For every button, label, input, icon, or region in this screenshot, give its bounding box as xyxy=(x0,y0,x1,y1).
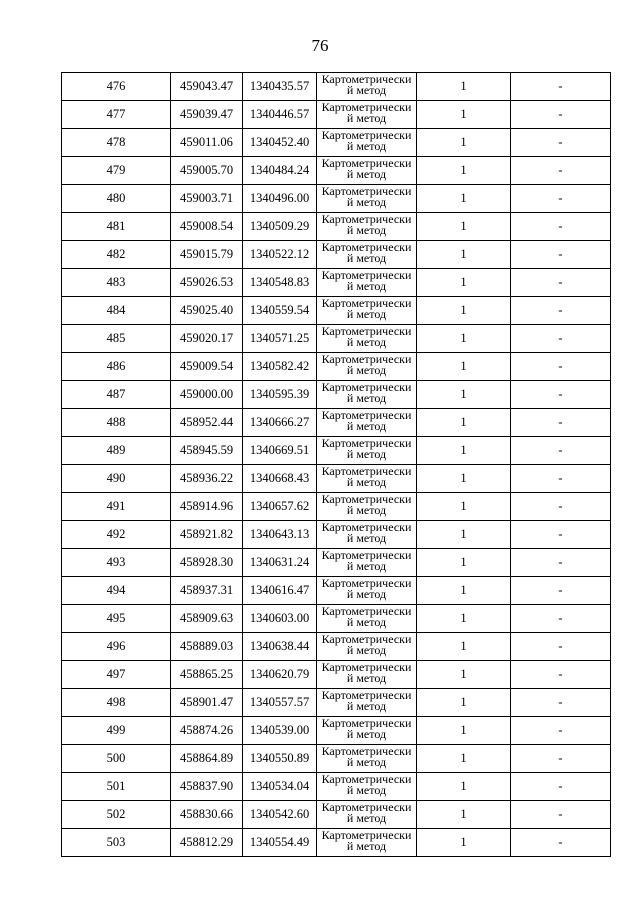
note-cell: - xyxy=(511,689,611,717)
table-row xyxy=(62,157,611,185)
method-line-1: Картометрически xyxy=(321,324,412,338)
method-cell xyxy=(317,801,417,829)
point-number-cell: 500 xyxy=(62,745,171,773)
note-cell: - xyxy=(511,605,611,633)
method-line-2: й метод xyxy=(346,447,387,461)
note-cell: - xyxy=(511,745,611,773)
x-coordinate-cell: 459020.17 xyxy=(171,325,243,353)
table-row xyxy=(62,773,611,801)
method-cell xyxy=(317,213,417,241)
accuracy-cell: 1 xyxy=(417,493,511,521)
method-line-1: Картометрически xyxy=(321,72,412,86)
x-coordinate-cell: 458812.29 xyxy=(171,829,243,857)
note-cell: - xyxy=(511,465,611,493)
y-coordinate-cell: 1340666.27 xyxy=(243,409,317,437)
method-line-1: Картометрически xyxy=(321,184,412,198)
method-cell xyxy=(317,269,417,297)
note-cell: - xyxy=(511,717,611,745)
y-coordinate-cell: 1340669.51 xyxy=(243,437,317,465)
method-line-1: Картометрически xyxy=(321,548,412,562)
y-coordinate-cell: 1340571.25 xyxy=(243,325,317,353)
point-number-cell: 490 xyxy=(62,465,171,493)
accuracy-cell: 1 xyxy=(417,661,511,689)
table-row xyxy=(62,409,611,437)
x-coordinate-cell: 458865.25 xyxy=(171,661,243,689)
method-cell xyxy=(317,297,417,325)
y-coordinate-cell: 1340557.57 xyxy=(243,689,317,717)
table-row xyxy=(62,185,611,213)
point-number-cell: 492 xyxy=(62,521,171,549)
method-line-1: Картометрически xyxy=(321,744,412,758)
accuracy-cell: 1 xyxy=(417,185,511,213)
accuracy-cell: 1 xyxy=(417,829,511,857)
method-line-1: Картометрически xyxy=(321,828,412,842)
note-cell: - xyxy=(511,409,611,437)
method-line-2: й метод xyxy=(346,279,387,293)
y-coordinate-cell: 1340548.83 xyxy=(243,269,317,297)
x-coordinate-cell: 458914.96 xyxy=(171,493,243,521)
accuracy-cell: 1 xyxy=(417,773,511,801)
method-line-2: й метод xyxy=(346,223,387,237)
method-cell xyxy=(317,605,417,633)
point-number-cell: 483 xyxy=(62,269,171,297)
accuracy-cell: 1 xyxy=(417,157,511,185)
table-row xyxy=(62,129,611,157)
method-line-2: й метод xyxy=(346,363,387,377)
method-line-1: Картометрически xyxy=(321,268,412,282)
note-cell: - xyxy=(511,101,611,129)
method-line-1: Картометрически xyxy=(321,296,412,310)
x-coordinate-cell: 459039.47 xyxy=(171,101,243,129)
method-line-2: й метод xyxy=(346,391,387,405)
note-cell: - xyxy=(511,521,611,549)
accuracy-cell: 1 xyxy=(417,409,511,437)
table-row xyxy=(62,521,611,549)
x-coordinate-cell: 458830.66 xyxy=(171,801,243,829)
method-cell xyxy=(317,129,417,157)
note-cell: - xyxy=(511,325,611,353)
point-number-cell: 480 xyxy=(62,185,171,213)
point-number-cell: 495 xyxy=(62,605,171,633)
accuracy-cell: 1 xyxy=(417,101,511,129)
method-line-2: й метод xyxy=(346,335,387,349)
method-line-2: й метод xyxy=(346,419,387,433)
accuracy-cell: 1 xyxy=(417,465,511,493)
x-coordinate-cell: 459000.00 xyxy=(171,381,243,409)
y-coordinate-cell: 1340446.57 xyxy=(243,101,317,129)
method-line-2: й метод xyxy=(346,587,387,601)
method-line-1: Картометрически xyxy=(321,380,412,394)
note-cell: - xyxy=(511,353,611,381)
x-coordinate-cell: 459025.40 xyxy=(171,297,243,325)
method-line-2: й метод xyxy=(346,783,387,797)
method-cell xyxy=(317,717,417,745)
y-coordinate-cell: 1340616.47 xyxy=(243,577,317,605)
y-coordinate-cell: 1340668.43 xyxy=(243,465,317,493)
method-line-1: Картометрически xyxy=(321,212,412,226)
note-cell: - xyxy=(511,661,611,689)
note-cell: - xyxy=(511,157,611,185)
table-row xyxy=(62,493,611,521)
table-row xyxy=(62,353,611,381)
method-line-2: й метод xyxy=(346,251,387,265)
method-line-1: Картометрически xyxy=(321,576,412,590)
y-coordinate-cell: 1340595.39 xyxy=(243,381,317,409)
x-coordinate-cell: 458937.31 xyxy=(171,577,243,605)
table-row xyxy=(62,605,611,633)
point-number-cell: 487 xyxy=(62,381,171,409)
method-line-1: Картометрически xyxy=(321,632,412,646)
y-coordinate-cell: 1340534.04 xyxy=(243,773,317,801)
method-line-1: Картометрически xyxy=(321,436,412,450)
method-cell xyxy=(317,381,417,409)
method-line-1: Картометрически xyxy=(321,100,412,114)
method-cell xyxy=(317,633,417,661)
method-line-1: Картометрически xyxy=(321,240,412,254)
accuracy-cell: 1 xyxy=(417,353,511,381)
y-coordinate-cell: 1340522.12 xyxy=(243,241,317,269)
x-coordinate-cell: 459011.06 xyxy=(171,129,243,157)
x-coordinate-cell: 458837.90 xyxy=(171,773,243,801)
x-coordinate-cell: 458952.44 xyxy=(171,409,243,437)
note-cell: - xyxy=(511,213,611,241)
method-cell xyxy=(317,465,417,493)
point-number-cell: 503 xyxy=(62,829,171,857)
method-cell xyxy=(317,521,417,549)
note-cell: - xyxy=(511,241,611,269)
y-coordinate-cell: 1340452.40 xyxy=(243,129,317,157)
y-coordinate-cell: 1340539.00 xyxy=(243,717,317,745)
method-line-1: Картометрически xyxy=(321,408,412,422)
y-coordinate-cell: 1340657.62 xyxy=(243,493,317,521)
table-row xyxy=(62,577,611,605)
method-cell xyxy=(317,661,417,689)
method-line-1: Картометрически xyxy=(321,688,412,702)
note-cell: - xyxy=(511,73,611,101)
accuracy-cell: 1 xyxy=(417,325,511,353)
note-cell: - xyxy=(511,129,611,157)
page-number: 76 xyxy=(311,36,329,55)
method-line-2: й метод xyxy=(346,559,387,573)
point-number-cell: 494 xyxy=(62,577,171,605)
point-number-cell: 488 xyxy=(62,409,171,437)
table-row xyxy=(62,73,611,101)
method-line-2: й метод xyxy=(346,503,387,517)
y-coordinate-cell: 1340554.49 xyxy=(243,829,317,857)
point-number-cell: 481 xyxy=(62,213,171,241)
method-line-1: Картометрически xyxy=(321,604,412,618)
method-cell xyxy=(317,577,417,605)
table-row xyxy=(62,297,611,325)
table-body xyxy=(62,73,611,857)
table-row xyxy=(62,241,611,269)
x-coordinate-cell: 458928.30 xyxy=(171,549,243,577)
table-row xyxy=(62,689,611,717)
y-coordinate-cell: 1340509.29 xyxy=(243,213,317,241)
table-row xyxy=(62,437,611,465)
method-line-1: Картометрически xyxy=(321,492,412,506)
accuracy-cell: 1 xyxy=(417,297,511,325)
note-cell: - xyxy=(511,381,611,409)
accuracy-cell: 1 xyxy=(417,213,511,241)
table-row xyxy=(62,101,611,129)
point-number-cell: 502 xyxy=(62,801,171,829)
coordinates-table xyxy=(61,72,611,857)
x-coordinate-cell: 459043.47 xyxy=(171,73,243,101)
point-number-cell: 476 xyxy=(62,73,171,101)
x-coordinate-cell: 458921.82 xyxy=(171,521,243,549)
table-row xyxy=(62,745,611,773)
note-cell: - xyxy=(511,801,611,829)
y-coordinate-cell: 1340542.60 xyxy=(243,801,317,829)
accuracy-cell: 1 xyxy=(417,577,511,605)
method-line-2: й метод xyxy=(346,727,387,741)
note-cell: - xyxy=(511,549,611,577)
method-line-2: й метод xyxy=(346,643,387,657)
method-cell xyxy=(317,73,417,101)
table-row xyxy=(62,325,611,353)
note-cell: - xyxy=(511,773,611,801)
table-row xyxy=(62,269,611,297)
accuracy-cell: 1 xyxy=(417,521,511,549)
accuracy-cell: 1 xyxy=(417,745,511,773)
method-line-2: й метод xyxy=(346,811,387,825)
y-coordinate-cell: 1340638.44 xyxy=(243,633,317,661)
method-line-1: Картометрически xyxy=(321,772,412,786)
method-line-1: Картометрически xyxy=(321,800,412,814)
method-cell xyxy=(317,325,417,353)
method-cell xyxy=(317,745,417,773)
y-coordinate-cell: 1340620.79 xyxy=(243,661,317,689)
x-coordinate-cell: 459026.53 xyxy=(171,269,243,297)
method-line-2: й метод xyxy=(346,531,387,545)
x-coordinate-cell: 459003.71 xyxy=(171,185,243,213)
method-cell xyxy=(317,157,417,185)
accuracy-cell: 1 xyxy=(417,605,511,633)
point-number-cell: 478 xyxy=(62,129,171,157)
method-line-2: й метод xyxy=(346,475,387,489)
accuracy-cell: 1 xyxy=(417,689,511,717)
method-cell xyxy=(317,353,417,381)
accuracy-cell: 1 xyxy=(417,549,511,577)
table-row xyxy=(62,829,611,857)
method-cell xyxy=(317,409,417,437)
y-coordinate-cell: 1340603.00 xyxy=(243,605,317,633)
method-line-1: Картометрически xyxy=(321,352,412,366)
method-cell xyxy=(317,101,417,129)
x-coordinate-cell: 458889.03 xyxy=(171,633,243,661)
table-row xyxy=(62,633,611,661)
point-number-cell: 479 xyxy=(62,157,171,185)
method-cell xyxy=(317,689,417,717)
note-cell: - xyxy=(511,297,611,325)
method-cell xyxy=(317,241,417,269)
x-coordinate-cell: 459008.54 xyxy=(171,213,243,241)
x-coordinate-cell: 458874.26 xyxy=(171,717,243,745)
method-line-1: Картометрически xyxy=(321,128,412,142)
accuracy-cell: 1 xyxy=(417,381,511,409)
point-number-cell: 484 xyxy=(62,297,171,325)
accuracy-cell: 1 xyxy=(417,129,511,157)
accuracy-cell: 1 xyxy=(417,437,511,465)
accuracy-cell: 1 xyxy=(417,269,511,297)
point-number-cell: 497 xyxy=(62,661,171,689)
point-number-cell: 499 xyxy=(62,717,171,745)
y-coordinate-cell: 1340435.57 xyxy=(243,73,317,101)
method-line-2: й метод xyxy=(346,139,387,153)
point-number-cell: 477 xyxy=(62,101,171,129)
method-line-2: й метод xyxy=(346,671,387,685)
accuracy-cell: 1 xyxy=(417,717,511,745)
x-coordinate-cell: 458945.59 xyxy=(171,437,243,465)
x-coordinate-cell: 458901.47 xyxy=(171,689,243,717)
accuracy-cell: 1 xyxy=(417,73,511,101)
accuracy-cell: 1 xyxy=(417,241,511,269)
table-row xyxy=(62,213,611,241)
y-coordinate-cell: 1340631.24 xyxy=(243,549,317,577)
accuracy-cell: 1 xyxy=(417,633,511,661)
note-cell: - xyxy=(511,829,611,857)
point-number-cell: 491 xyxy=(62,493,171,521)
method-cell xyxy=(317,829,417,857)
x-coordinate-cell: 458936.22 xyxy=(171,465,243,493)
point-number-cell: 501 xyxy=(62,773,171,801)
method-line-2: й метод xyxy=(346,83,387,97)
table-row xyxy=(62,661,611,689)
note-cell: - xyxy=(511,577,611,605)
method-line-2: й метод xyxy=(346,167,387,181)
y-coordinate-cell: 1340582.42 xyxy=(243,353,317,381)
method-line-1: Картометрически xyxy=(321,464,412,478)
table-row xyxy=(62,465,611,493)
point-number-cell: 493 xyxy=(62,549,171,577)
method-line-1: Картометрически xyxy=(321,660,412,674)
method-line-1: Картометрически xyxy=(321,716,412,730)
y-coordinate-cell: 1340496.00 xyxy=(243,185,317,213)
y-coordinate-cell: 1340643.13 xyxy=(243,521,317,549)
note-cell: - xyxy=(511,437,611,465)
method-line-2: й метод xyxy=(346,307,387,321)
accuracy-cell: 1 xyxy=(417,801,511,829)
table-row xyxy=(62,801,611,829)
table-row xyxy=(62,717,611,745)
point-number-cell: 496 xyxy=(62,633,171,661)
method-cell xyxy=(317,437,417,465)
y-coordinate-cell: 1340550.89 xyxy=(243,745,317,773)
point-number-cell: 485 xyxy=(62,325,171,353)
point-number-cell: 489 xyxy=(62,437,171,465)
note-cell: - xyxy=(511,269,611,297)
method-line-2: й метод xyxy=(346,615,387,629)
method-cell xyxy=(317,549,417,577)
x-coordinate-cell: 459015.79 xyxy=(171,241,243,269)
method-line-2: й метод xyxy=(346,195,387,209)
point-number-cell: 498 xyxy=(62,689,171,717)
method-line-1: Картометрически xyxy=(321,156,412,170)
table-row xyxy=(62,381,611,409)
method-line-2: й метод xyxy=(346,755,387,769)
x-coordinate-cell: 459009.54 xyxy=(171,353,243,381)
x-coordinate-cell: 458864.89 xyxy=(171,745,243,773)
point-number-cell: 482 xyxy=(62,241,171,269)
method-line-2: й метод xyxy=(346,839,387,853)
note-cell: - xyxy=(511,493,611,521)
method-cell xyxy=(317,185,417,213)
note-cell: - xyxy=(511,185,611,213)
point-number-cell: 486 xyxy=(62,353,171,381)
y-coordinate-cell: 1340484.24 xyxy=(243,157,317,185)
x-coordinate-cell: 459005.70 xyxy=(171,157,243,185)
x-coordinate-cell: 458909.63 xyxy=(171,605,243,633)
note-cell: - xyxy=(511,633,611,661)
y-coordinate-cell: 1340559.54 xyxy=(243,297,317,325)
method-line-2: й метод xyxy=(346,699,387,713)
method-cell xyxy=(317,773,417,801)
method-line-2: й метод xyxy=(346,111,387,125)
method-cell xyxy=(317,493,417,521)
table-row xyxy=(62,549,611,577)
method-line-1: Картометрически xyxy=(321,520,412,534)
